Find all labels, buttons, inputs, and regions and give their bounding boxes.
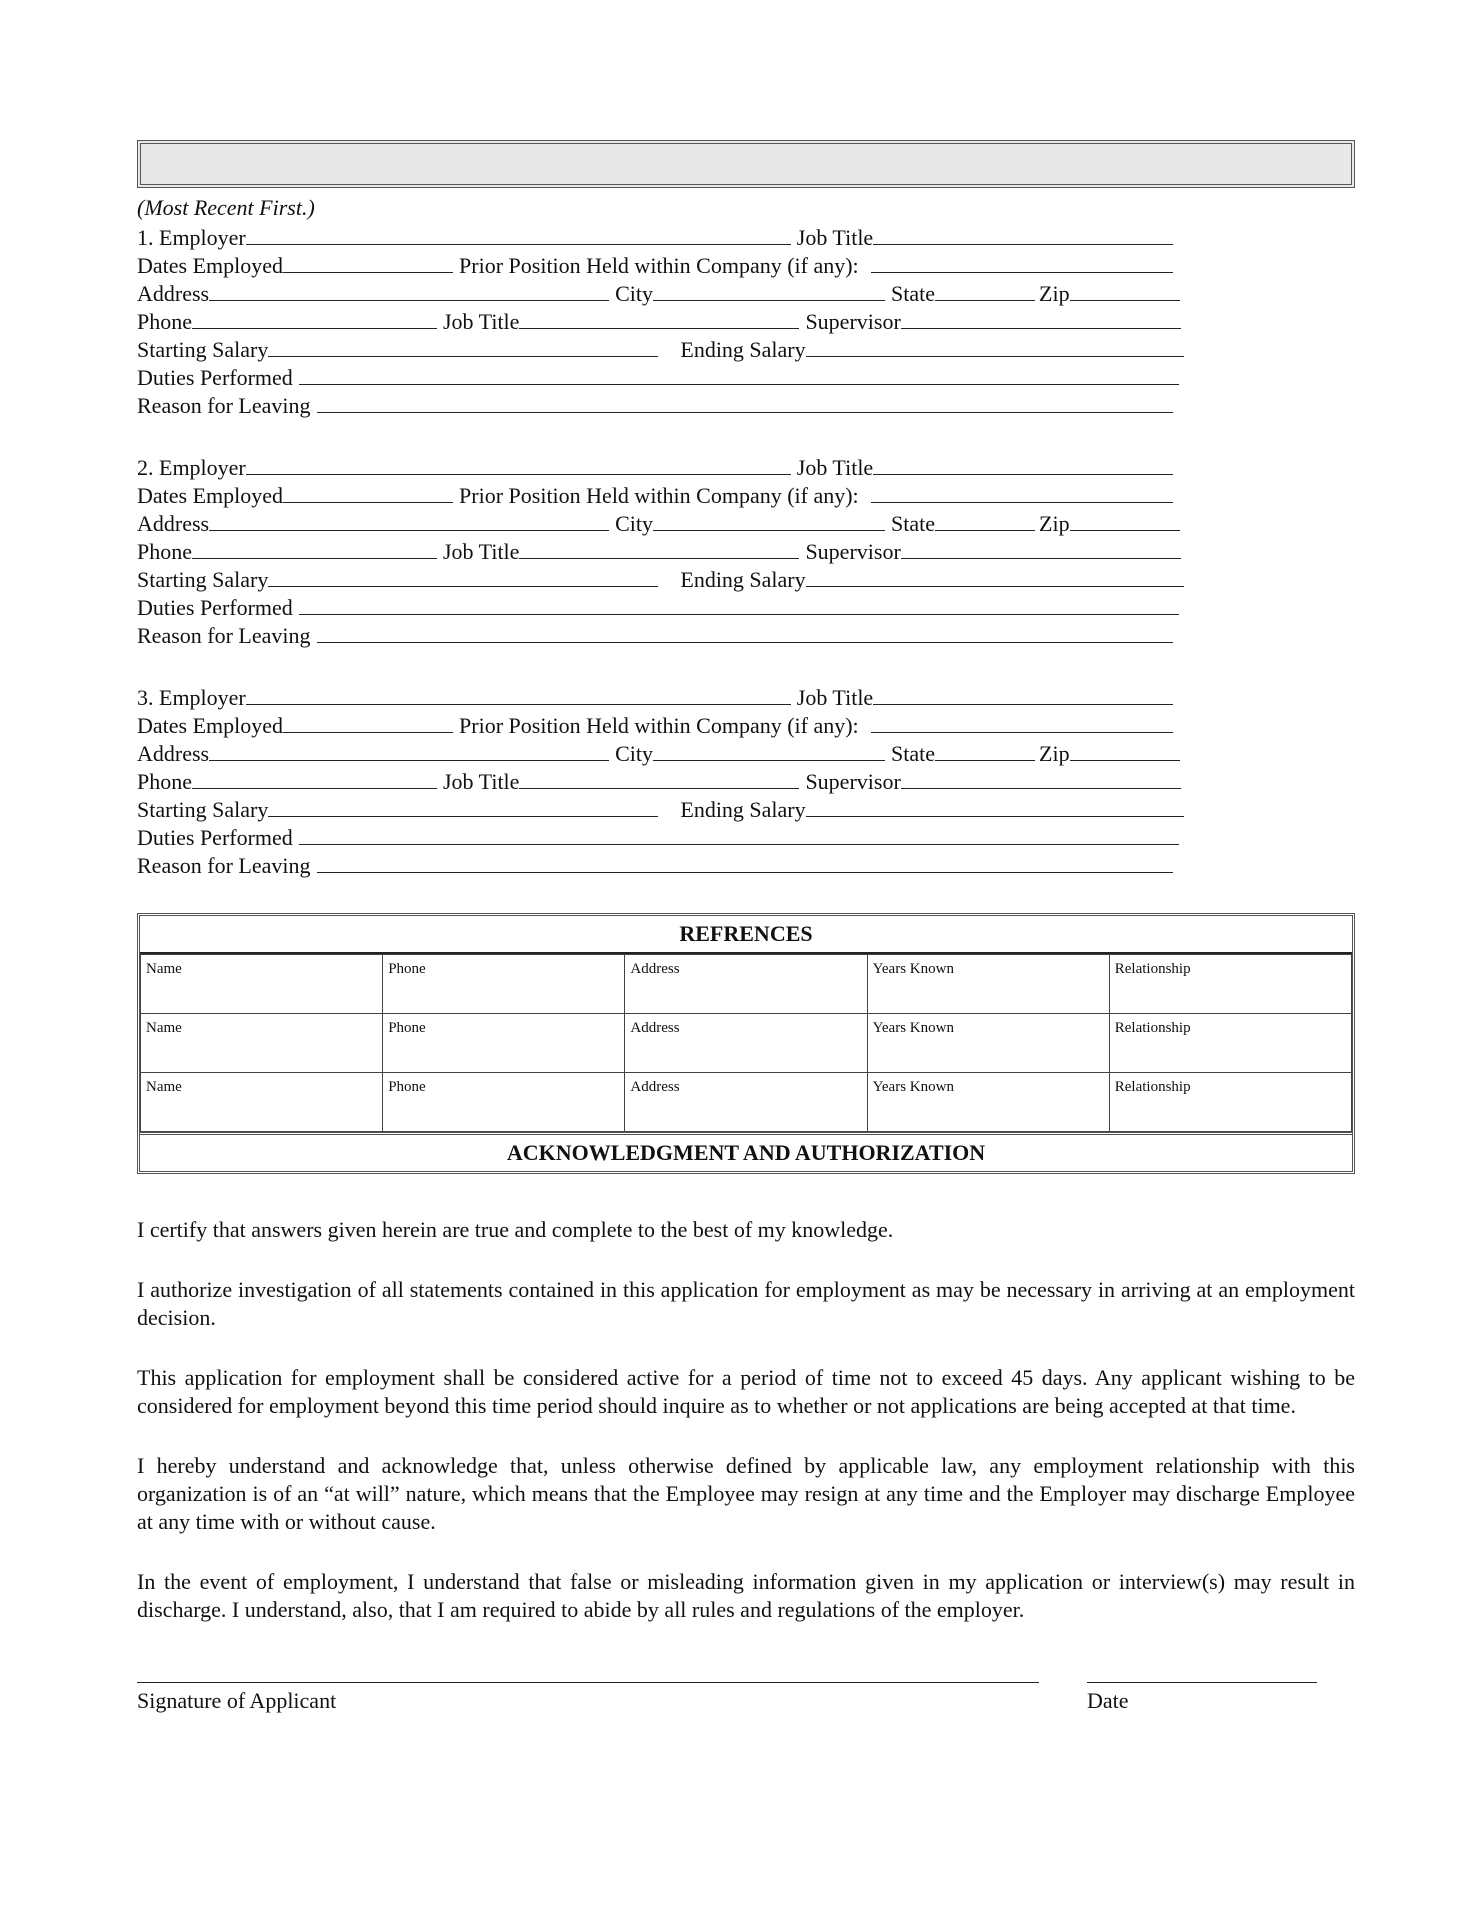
prior-position-label: Prior Position Held within Company (if any): (459, 483, 859, 508)
duties-performed-field[interactable] (299, 362, 1179, 385)
form-line (137, 250, 1355, 278)
dates-employed-label: Dates Employed (137, 253, 284, 278)
ending-salary-field[interactable] (806, 794, 1184, 817)
city-field[interactable] (653, 278, 885, 301)
form-line (137, 452, 1355, 480)
address-field[interactable] (209, 278, 609, 301)
dates-employed-field[interactable] (283, 250, 453, 273)
employer-label: 3. Employer (137, 685, 246, 710)
job-title-label: Job Title (443, 539, 520, 564)
phone-label: Phone (137, 769, 192, 794)
city-field[interactable] (653, 508, 885, 531)
form-line (137, 222, 1355, 250)
reference-row (141, 955, 1352, 1014)
reference-cell-phone[interactable]: Phone (383, 1014, 625, 1073)
form-line (137, 738, 1355, 766)
phone-label: Phone (137, 309, 192, 334)
phone-field[interactable] (192, 766, 437, 789)
city-field[interactable] (653, 738, 885, 761)
zip-field[interactable] (1070, 508, 1180, 531)
reference-cell-name[interactable]: Name (141, 1073, 383, 1132)
references-title: REFRENCES (140, 916, 1352, 954)
dates-employed-field[interactable] (283, 710, 453, 733)
reason-for-leaving-label: Reason for Leaving (137, 393, 311, 418)
acknowledgment-paragraph: In the event of employment, I understand that false or misleading information given in my application or interview(s) may result in discharge. I understand, also, that I am required to abide by all rules and regulations of the employer. (137, 1569, 1355, 1622)
acknowledgment-title: ACKNOWLEDGMENT AND AUTHORIZATION (140, 1132, 1352, 1171)
duties-performed-field[interactable] (299, 592, 1179, 615)
prior-position-label: Prior Position Held within Company (if any): (459, 253, 859, 278)
reason-for-leaving-field[interactable] (317, 850, 1173, 873)
reason-for-leaving-label: Reason for Leaving (137, 623, 311, 648)
ending-salary-field[interactable] (806, 334, 1184, 357)
state-label: State (891, 281, 936, 306)
ending-salary-label: Ending Salary (680, 567, 806, 592)
duties-performed-field[interactable] (299, 822, 1179, 845)
starting-salary-label: Starting Salary (137, 567, 269, 592)
job-title-label: Job Title (796, 225, 874, 250)
job-title-field[interactable] (873, 682, 1173, 705)
acknowledgment-paragraph: This application for employment shall be considered active for a period of time not to exceed 45 days. Any applicant wishing to be considered for employment beyond this time period should inquire as to whether or not applications are being accepted at that time. (137, 1365, 1355, 1418)
reference-cell-name[interactable]: Name (141, 955, 383, 1014)
references-section (137, 913, 1355, 1174)
reference-cell-address[interactable]: Address (625, 1014, 867, 1073)
supervisor-field[interactable] (901, 536, 1181, 559)
form-line (137, 766, 1355, 794)
duties-performed-label: Duties Performed (137, 365, 293, 390)
dates-employed-field[interactable] (283, 480, 453, 503)
address-label: Address (137, 511, 210, 536)
supervisor-label: Supervisor (805, 769, 901, 794)
starting-salary-label: Starting Salary (137, 797, 269, 822)
job-title-field[interactable] (519, 306, 799, 329)
form-line (137, 794, 1355, 822)
reference-cell-years-known[interactable]: Years Known (867, 1073, 1109, 1132)
state-label: State (891, 741, 936, 766)
form-line (137, 564, 1355, 592)
employer-field[interactable] (246, 682, 791, 705)
phone-field[interactable] (192, 306, 437, 329)
address-field[interactable] (209, 508, 609, 531)
reference-cell-relationship[interactable]: Relationship (1109, 955, 1351, 1014)
employer-label: 1. Employer (137, 225, 246, 250)
section-header-bar (137, 140, 1355, 188)
supervisor-field[interactable] (901, 306, 1181, 329)
application-page (137, 140, 1355, 1742)
acknowledgment-paragraph: I hereby understand and acknowledge that, unless otherwise defined by applicable law, any employment relationship with this organization is of an “at will” nature, which means that the Employee may resign at any time and the Employer may discharge Employee at any time with or without cause. (137, 1453, 1355, 1534)
employer-field[interactable] (246, 222, 791, 245)
ending-salary-label: Ending Salary (680, 797, 806, 822)
state-field[interactable] (935, 508, 1035, 531)
supervisor-field[interactable] (901, 766, 1181, 789)
state-label: State (891, 511, 936, 536)
address-label: Address (137, 741, 210, 766)
supervisor-label: Supervisor (805, 309, 901, 334)
zip-field[interactable] (1070, 738, 1180, 761)
supervisor-label: Supervisor (805, 539, 901, 564)
job-title-field[interactable] (519, 766, 799, 789)
reference-row (141, 1014, 1352, 1073)
form-line (137, 710, 1355, 738)
form-line (137, 592, 1355, 620)
starting-salary-label: Starting Salary (137, 337, 269, 362)
state-field[interactable] (935, 738, 1035, 761)
form-line (137, 306, 1355, 334)
job-title-field[interactable] (873, 222, 1173, 245)
starting-salary-field[interactable] (268, 334, 658, 357)
acknowledgment-text (137, 1216, 1355, 1624)
city-label: City (615, 511, 654, 536)
zip-label: Zip (1039, 741, 1070, 766)
job-title-field[interactable] (519, 536, 799, 559)
reference-cell-relationship[interactable]: Relationship (1109, 1014, 1351, 1073)
reference-cell-phone[interactable]: Phone (383, 955, 625, 1014)
reference-cell-address[interactable]: Address (625, 1073, 867, 1132)
city-label: City (615, 281, 654, 306)
acknowledgment-paragraph: I certify that answers given herein are true and complete to the best of my knowledge. (137, 1217, 894, 1242)
address-field[interactable] (209, 738, 609, 761)
job-title-label: Job Title (796, 685, 874, 710)
reference-row (141, 1073, 1352, 1132)
phone-label: Phone (137, 539, 192, 564)
form-line (137, 822, 1355, 850)
date-line[interactable] (1087, 1682, 1317, 1683)
dates-employed-label: Dates Employed (137, 713, 284, 738)
form-line (137, 682, 1355, 710)
starting-salary-field[interactable] (268, 564, 658, 587)
form-line (137, 480, 1355, 508)
reference-cell-name[interactable]: Name (141, 1014, 383, 1073)
reason-for-leaving-label: Reason for Leaving (137, 853, 311, 878)
ending-salary-label: Ending Salary (680, 337, 806, 362)
order-note: (Most Recent First.) (137, 195, 315, 220)
employer-field[interactable] (246, 452, 791, 475)
reference-cell-relationship[interactable]: Relationship (1109, 1073, 1351, 1132)
state-field[interactable] (935, 278, 1035, 301)
prior-position-field[interactable] (871, 250, 1173, 273)
job-title-field[interactable] (873, 452, 1173, 475)
reference-cell-years-known[interactable]: Years Known (867, 955, 1109, 1014)
form-line (137, 278, 1355, 306)
form-line (137, 850, 1355, 878)
job-title-label: Job Title (796, 455, 874, 480)
city-label: City (615, 741, 654, 766)
form-line (137, 536, 1355, 564)
dates-employed-label: Dates Employed (137, 483, 284, 508)
reference-cell-years-known[interactable]: Years Known (867, 1014, 1109, 1073)
acknowledgment-paragraph: I authorize investigation of all statements contained in this application for employment as may be necessary in arriving at an employment decision. (137, 1277, 1355, 1330)
date-label: Date (1087, 1688, 1129, 1713)
signature-line[interactable] (137, 1682, 1039, 1683)
ending-salary-field[interactable] (806, 564, 1184, 587)
zip-label: Zip (1039, 281, 1070, 306)
prior-position-field[interactable] (871, 480, 1173, 503)
employment-history (137, 222, 1355, 878)
reason-for-leaving-field[interactable] (317, 620, 1173, 643)
phone-field[interactable] (192, 536, 437, 559)
reference-cell-phone[interactable]: Phone (383, 1073, 625, 1132)
job-title-label: Job Title (443, 309, 520, 334)
form-line (137, 620, 1355, 648)
zip-field[interactable] (1070, 278, 1180, 301)
prior-position-label: Prior Position Held within Company (if any): (459, 713, 859, 738)
duties-performed-label: Duties Performed (137, 595, 293, 620)
form-line (137, 390, 1355, 418)
employer-label: 2. Employer (137, 455, 246, 480)
zip-label: Zip (1039, 511, 1070, 536)
signature-block (137, 1682, 1355, 1742)
references-table (140, 954, 1352, 1132)
reference-cell-address[interactable]: Address (625, 955, 867, 1014)
signature-label: Signature of Applicant (137, 1688, 337, 1713)
form-line (137, 362, 1355, 390)
starting-salary-field[interactable] (268, 794, 658, 817)
address-label: Address (137, 281, 210, 306)
job-title-label: Job Title (443, 769, 520, 794)
prior-position-field[interactable] (871, 710, 1173, 733)
duties-performed-label: Duties Performed (137, 825, 293, 850)
form-line (137, 334, 1355, 362)
form-line (137, 508, 1355, 536)
reason-for-leaving-field[interactable] (317, 390, 1173, 413)
